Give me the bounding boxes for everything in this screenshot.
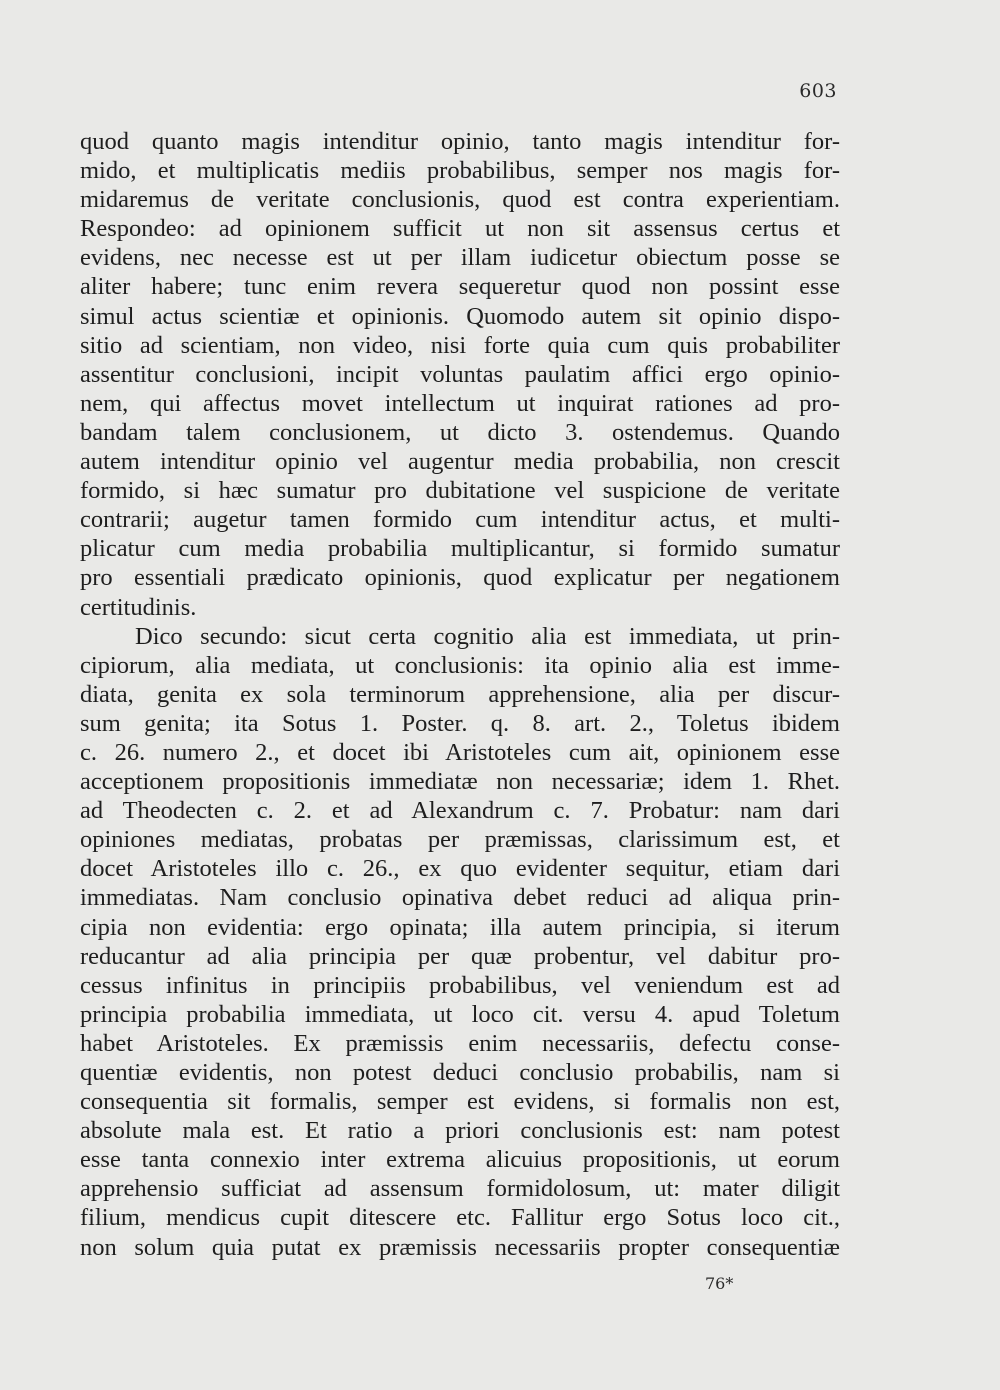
text-line: mido, et multiplicatis mediis probabilibus, semper nos magis for- bbox=[80, 157, 840, 185]
text-line: cessus infinitus in principiis probabilibus, vel veniendum est ad bbox=[80, 971, 840, 999]
text-line: apprehensio sufficiat ad assensum formidolosum, ut: mater diligit bbox=[80, 1175, 840, 1203]
text-line: acceptionem propositionis immediatæ non necessariæ; idem 1. Rhet. bbox=[80, 768, 840, 796]
text-line: habet Aristoteles. Ex præmissis enim necessariis, defectu conse- bbox=[80, 1029, 840, 1057]
text-line: ad Theodecten c. 2. et ad Alexandrum c. 7. Probatur: nam dari bbox=[80, 797, 840, 825]
paragraph-end-line: certitudinis. bbox=[80, 593, 197, 621]
text-line: bandam talem conclusionem, ut dicto 3. ostendemus. Quando bbox=[80, 418, 840, 446]
text-line: nem, qui affectus movet intellectum ut inquirat rationes ad pro- bbox=[80, 389, 840, 417]
text-line: reducantur ad alia principia per quæ probentur, vel dabitur pro- bbox=[80, 942, 840, 970]
text-line: quentiæ evidentis, non potest deduci conclusio probabilis, nam si bbox=[80, 1059, 840, 1086]
text-line: diata, genita ex sola terminorum apprehensione, alia per discur- bbox=[80, 680, 840, 708]
text-line: principia probabilia immediata, ut loco cit. versu 4. apud Toletum bbox=[80, 1000, 840, 1028]
text-line: cipiorum, alia mediata, ut conclusionis: ita opinio alia est imme- bbox=[80, 651, 840, 679]
text-line: opiniones mediatas, probatas per præmissas, clarissimum est, et bbox=[80, 826, 840, 854]
text-line: filium, mendicus cupit ditescere etc. Fallitur ergo Sotus loco cit., bbox=[80, 1204, 840, 1232]
text-line: cipia non evidentia: ergo opinata; illa autem principia, si iterum bbox=[80, 913, 840, 941]
text-line: plicatur cum media probabilia multiplicantur, si formido sumatur bbox=[80, 535, 840, 563]
signature-mark: 76* bbox=[705, 1274, 734, 1293]
text-line: c. 26. numero 2., et docet ibi Aristoteles cum ait, opinionem esse bbox=[80, 738, 840, 766]
text-line: autem intenditur opinio vel augentur media probabilia, non crescit bbox=[80, 448, 840, 476]
text-line: sum genita; ita Sotus 1. Poster. q. 8. art. 2., Toletus ibidem bbox=[80, 709, 840, 737]
body-text bbox=[80, 127, 840, 1262]
text-line: quod quanto magis intenditur opinio, tanto magis intenditur for- bbox=[80, 128, 840, 155]
text-line: docet Aristoteles illo c. 26., ex quo evidenter sequitur, etiam dari bbox=[80, 855, 840, 883]
text-line: absolute mala est. Et ratio a priori conclusionis est: nam potest bbox=[80, 1117, 840, 1145]
text-line: non solum quia putat ex præmissis necessariis propter consequentiæ bbox=[80, 1233, 840, 1261]
text-line: evidens, nec necesse est ut per illam iudicetur obiectum posse se bbox=[80, 244, 840, 272]
text-line: contrarii; augetur tamen formido cum intenditur actus, et multi- bbox=[80, 506, 840, 534]
text-line: aliter habere; tunc enim revera sequeretur quod non possint esse bbox=[80, 273, 840, 301]
text-line: pro essentiali prædicato opinionis, quod explicatur per negationem bbox=[80, 564, 840, 592]
text-line: esse tanta connexio inter extrema alicuius propositionis, ut eorum bbox=[80, 1146, 840, 1174]
page-number: 603 bbox=[799, 80, 837, 102]
text-line: Respondeo: ad opinionem sufficit ut non sit assensus certus et bbox=[80, 215, 840, 243]
text-line: formido, si hæc sumatur pro dubitatione vel suspicione de veritate bbox=[80, 477, 840, 505]
text-line: immediatas. Nam conclusio opinativa debet reduci ad aliqua prin- bbox=[80, 884, 840, 912]
text-line: simul actus scientiæ et opinionis. Quomodo autem sit opinio dispo- bbox=[80, 302, 840, 330]
text-line: consequentia sit formalis, semper est evidens, si formalis non est, bbox=[80, 1088, 840, 1116]
paragraph-start-line: Dico secundo: sicut certa cognitio alia est immediata, ut prin- bbox=[135, 622, 840, 650]
text-line: sitio ad scientiam, non video, nisi forte quia cum quis probabiliter bbox=[80, 331, 840, 359]
text-line: assentitur conclusioni, incipit voluntas paulatim affici ergo opinio- bbox=[80, 360, 840, 388]
text-line: midaremus de veritate conclusionis, quod est contra experientiam. bbox=[80, 186, 840, 214]
